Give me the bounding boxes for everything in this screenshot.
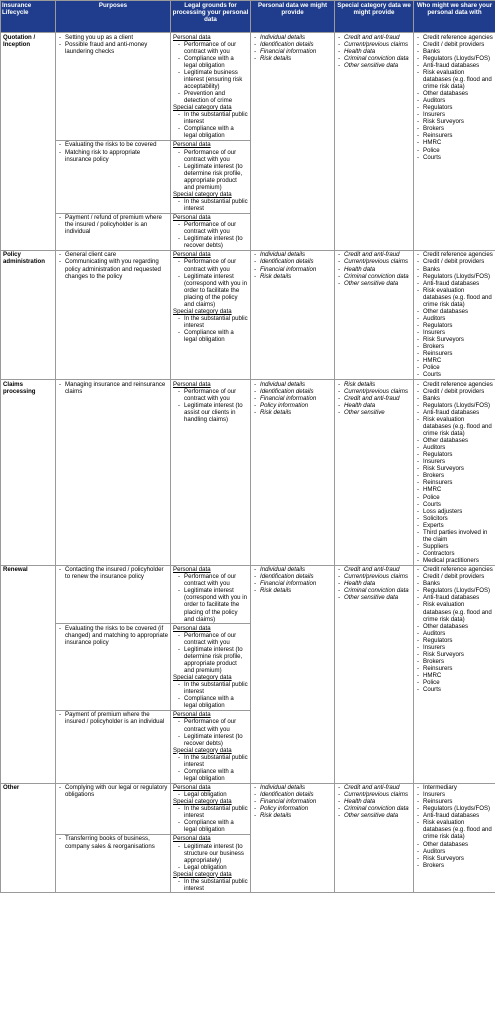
special-data-item-list bbox=[337, 251, 411, 286]
legal-ground-item: - In the substantial public interest bbox=[173, 754, 248, 768]
special-data-cell bbox=[335, 33, 414, 251]
legal-ground-item: - In the substantial public interest bbox=[173, 315, 248, 329]
purposes-cell bbox=[56, 250, 171, 379]
share-recipient-item: - Credit reference agencies bbox=[416, 566, 493, 573]
personal-data-item-list bbox=[253, 566, 332, 594]
legal-ground-item: - In the substantial public interest bbox=[173, 198, 248, 212]
legal-ground-item: - Performance of our contract with you bbox=[173, 388, 248, 402]
special-category-label: Special category data bbox=[173, 798, 232, 806]
share-with-cell bbox=[414, 250, 495, 379]
share-recipient-item: - Brokers bbox=[416, 658, 493, 665]
share-recipient-item: - Contractors bbox=[416, 550, 493, 557]
legal-grounds-cell bbox=[171, 140, 251, 213]
share-recipient-item: - Solicitors bbox=[416, 515, 493, 522]
share-recipient-item: - Police bbox=[416, 679, 493, 686]
share-recipient-item: - Brokers bbox=[416, 343, 493, 350]
legal-ground-item: - Compliance with a legal obligation bbox=[173, 695, 248, 709]
special-data-item: - Health data bbox=[337, 48, 411, 55]
special-data-item: - Current/previous claims bbox=[337, 388, 411, 395]
purpose-item: - Complying with our legal or regulatory obligations bbox=[58, 784, 168, 798]
purpose-item: - Possible fraud and anti-money laundering checks bbox=[58, 41, 168, 55]
share-recipient-item: - Other databases bbox=[416, 437, 493, 444]
share-recipient-item: - Reinsurers bbox=[416, 798, 493, 805]
share-recipient-item: - Other databases bbox=[416, 90, 493, 97]
legal-ground-item-list bbox=[173, 388, 248, 423]
personal-data-label: Personal data bbox=[173, 251, 211, 259]
legal-ground-item: - Legitimate interest (correspond with you in order to facilitate the placing of the policy and claims) bbox=[173, 273, 248, 308]
share-recipient-item: - Suppliers bbox=[416, 543, 493, 550]
purpose-item: - General client care bbox=[58, 251, 168, 258]
legal-grounds-cell bbox=[171, 380, 251, 566]
legal-ground-item: - Legitimate interest (to recover debts) bbox=[173, 235, 248, 249]
legal-ground-item-list bbox=[173, 791, 248, 798]
personal-data-label: Personal data bbox=[173, 33, 211, 41]
personal-data-label: Personal data bbox=[173, 566, 211, 574]
share-recipient-item: - HMRC bbox=[416, 357, 493, 364]
share-with-cell bbox=[414, 33, 495, 251]
share-recipient-item: - Risk evaluation databases (e.g. flood and crime risk data) bbox=[416, 69, 493, 90]
special-data-cell bbox=[335, 250, 414, 379]
table-header-row bbox=[1, 1, 495, 33]
legal-ground-item: - Compliance with a legal obligation bbox=[173, 819, 248, 833]
share-with-cell bbox=[414, 380, 495, 566]
purposes-cell bbox=[56, 33, 171, 141]
personal-data-item: - Individual details bbox=[253, 251, 332, 258]
special-data-cell bbox=[335, 380, 414, 566]
legal-ground-item: - Legitimate interest (to assist our clients in handling claims) bbox=[173, 402, 248, 423]
personal-data-item: - Policy information bbox=[253, 805, 332, 812]
legal-ground-item: - Compliance with a legal obligation bbox=[173, 768, 248, 782]
share-recipient-item: - Courts bbox=[416, 154, 493, 161]
share-recipient-item: - Police bbox=[416, 494, 493, 501]
share-recipient-item: - Courts bbox=[416, 501, 493, 508]
purposes-cell bbox=[56, 140, 171, 213]
share-recipient-item: - Insurers bbox=[416, 458, 493, 465]
header-legal-grounds: Legal grounds for processing your personal data bbox=[171, 1, 251, 33]
personal-data-cell bbox=[251, 380, 335, 566]
lifecycle-stage: Policy administration bbox=[1, 250, 56, 379]
purpose-item: - Evaluating the risks to be covered (if changed) and matching to appropriate insurance policy bbox=[58, 625, 168, 646]
share-recipient-item: - Banks bbox=[416, 266, 493, 273]
legal-ground-item-list bbox=[173, 805, 248, 833]
personal-data-label: Personal data bbox=[173, 380, 211, 388]
personal-data-item: - Policy information bbox=[253, 402, 332, 409]
special-data-item: - Criminal conviction data bbox=[337, 273, 411, 280]
legal-ground-item-list bbox=[173, 149, 248, 191]
legal-ground-item-list bbox=[173, 754, 248, 782]
legal-ground-item-list bbox=[173, 111, 248, 139]
special-category-label: Special category data bbox=[173, 307, 232, 315]
share-recipient-item-list bbox=[416, 566, 493, 693]
share-recipient-item: - Brokers bbox=[416, 472, 493, 479]
special-data-item: - Current/previous claims bbox=[337, 41, 411, 48]
legal-grounds-cell bbox=[171, 834, 251, 893]
legal-ground-item-list bbox=[173, 718, 248, 746]
personal-data-item: - Individual details bbox=[253, 381, 332, 388]
lifecycle-stage: Quotation / Inception bbox=[1, 33, 56, 251]
legal-ground-item: - Legal obligation bbox=[173, 791, 248, 798]
share-recipient-item: - Other databases bbox=[416, 623, 493, 630]
personal-data-item: - Identification details bbox=[253, 388, 332, 395]
legal-grounds-cell bbox=[171, 33, 251, 141]
legal-ground-item: - Performance of our contract with you bbox=[173, 632, 248, 646]
personal-data-item: - Identification details bbox=[253, 258, 332, 265]
special-data-cell bbox=[335, 565, 414, 783]
share-recipient-item: - Insurers bbox=[416, 111, 493, 118]
share-recipient-item: - Regulators bbox=[416, 104, 493, 111]
special-data-item: - Criminal conviction data bbox=[337, 805, 411, 812]
share-recipient-item-list bbox=[416, 34, 493, 161]
special-data-item: - Credit and anti-fraud bbox=[337, 395, 411, 402]
special-data-item: - Criminal conviction data bbox=[337, 55, 411, 62]
share-recipient-item: - Risk Surveyors bbox=[416, 465, 493, 472]
personal-data-item: - Individual details bbox=[253, 34, 332, 41]
purpose-item: - Transferring books of business, company sales & reorganisations bbox=[58, 835, 168, 849]
legal-ground-item: - Legitimate interest (correspond with you in order to facilitate the placing of the policy and claims) bbox=[173, 587, 248, 622]
legal-grounds-cell bbox=[171, 624, 251, 711]
personal-data-cell bbox=[251, 250, 335, 379]
personal-data-item: - Financial information bbox=[253, 798, 332, 805]
share-recipient-item: - Risk Surveyors bbox=[416, 651, 493, 658]
purpose-item-list bbox=[58, 835, 168, 849]
share-recipient-item: - Auditors bbox=[416, 848, 493, 855]
personal-data-item: - Risk details bbox=[253, 812, 332, 819]
share-recipient-item: - Insurers bbox=[416, 791, 493, 798]
purpose-item: - Communicating with you regarding policy administration and requested changes to the policy bbox=[58, 258, 168, 279]
purpose-item-list bbox=[58, 566, 168, 580]
legal-ground-item-list bbox=[173, 41, 248, 105]
special-data-item: - Other sensitive bbox=[337, 409, 411, 416]
special-data-item: - Current/previous claims bbox=[337, 573, 411, 580]
legal-grounds-cell bbox=[171, 213, 251, 250]
special-data-item: - Other sensitive data bbox=[337, 594, 411, 601]
share-recipient-item: - Regulators (Lloyds/FOS) bbox=[416, 273, 493, 280]
purposes-cell bbox=[56, 624, 171, 711]
purposes-cell bbox=[56, 565, 171, 624]
share-recipient-item: - Credit / debit providers bbox=[416, 573, 493, 580]
share-recipient-item-list bbox=[416, 251, 493, 378]
purpose-item: - Setting you up as a client bbox=[58, 34, 168, 41]
share-recipient-item: - Risk Surveyors bbox=[416, 118, 493, 125]
special-data-cell bbox=[335, 783, 414, 893]
personal-data-label: Personal data bbox=[173, 784, 211, 791]
personal-data-cell bbox=[251, 33, 335, 251]
lifecycle-stage: Other bbox=[1, 783, 56, 893]
share-recipient-item: - Brokers bbox=[416, 125, 493, 132]
share-recipient-item: - Risk Surveyors bbox=[416, 336, 493, 343]
personal-data-item: - Financial information bbox=[253, 266, 332, 273]
share-recipient-item: - Risk evaluation databases (e.g. flood and crime risk data) bbox=[416, 416, 493, 437]
purpose-item: - Payment / refund of premium where the insured / policyholder is an individual bbox=[58, 214, 168, 235]
legal-ground-item: - In the substantial public interest bbox=[173, 681, 248, 695]
purpose-item: - Matching risk to appropriate insurance policy bbox=[58, 149, 168, 163]
share-recipient-item: - Regulators bbox=[416, 637, 493, 644]
share-recipient-item-list bbox=[416, 381, 493, 565]
personal-data-item: - Risk details bbox=[253, 409, 332, 416]
legal-ground-item: - Compliance with a legal obligation bbox=[173, 55, 248, 69]
legal-ground-item: - Performance of our contract with you bbox=[173, 573, 248, 587]
legal-ground-item: - Compliance with a legal obligation bbox=[173, 329, 248, 343]
share-recipient-item: - Risk evaluation databases (e.g. flood and crime risk data) bbox=[416, 287, 493, 308]
purpose-item-list bbox=[58, 34, 168, 55]
share-recipient-item: - Experts bbox=[416, 522, 493, 529]
special-data-item: - Credit and anti-fraud bbox=[337, 784, 411, 791]
special-data-item-list bbox=[337, 381, 411, 416]
share-recipient-item: - Auditors bbox=[416, 444, 493, 451]
table-row bbox=[1, 250, 495, 379]
share-recipient-item: - Medical practitioners bbox=[416, 557, 493, 564]
special-data-item: - Other sensitive data bbox=[337, 62, 411, 69]
share-recipient-item: - Credit reference agencies bbox=[416, 34, 493, 41]
table-row bbox=[1, 33, 495, 141]
purpose-item-list bbox=[58, 711, 168, 725]
legal-ground-item: - Legal obligation bbox=[173, 864, 248, 871]
purpose-item-list bbox=[58, 625, 168, 646]
special-data-item: - Other sensitive data bbox=[337, 812, 411, 819]
share-recipient-item: - Credit reference agencies bbox=[416, 251, 493, 258]
share-recipient-item: - Loss adjusters bbox=[416, 508, 493, 515]
special-data-item: - Health data bbox=[337, 580, 411, 587]
share-recipient-item: - Credit / debit providers bbox=[416, 258, 493, 265]
share-recipient-item: - Reinsurers bbox=[416, 132, 493, 139]
header-share-with: Who might we share your personal data with bbox=[414, 1, 495, 33]
personal-data-label: Personal data bbox=[173, 624, 211, 632]
special-category-label: Special category data bbox=[173, 746, 232, 754]
legal-grounds-cell bbox=[171, 565, 251, 624]
purpose-item-list bbox=[58, 381, 168, 395]
share-with-cell bbox=[414, 565, 495, 783]
share-recipient-item: - Reinsurers bbox=[416, 479, 493, 486]
share-recipient-item: - Anti-fraud databases bbox=[416, 280, 493, 287]
legal-grounds-cell bbox=[171, 250, 251, 379]
legal-ground-item-list bbox=[173, 632, 248, 674]
purpose-item-list bbox=[58, 141, 168, 162]
share-recipient-item: - Courts bbox=[416, 686, 493, 693]
share-recipient-item: - Risk Surveyors bbox=[416, 855, 493, 862]
special-category-label: Special category data bbox=[173, 190, 232, 198]
special-category-label: Special category data bbox=[173, 104, 232, 112]
legal-ground-item-list bbox=[173, 681, 248, 709]
personal-data-item: - Financial information bbox=[253, 48, 332, 55]
share-recipient-item: - Other databases bbox=[416, 841, 493, 848]
legal-grounds-cell bbox=[171, 710, 251, 783]
share-recipient-item: - Auditors bbox=[416, 630, 493, 637]
legal-ground-item: - Compliance with a legal obligation bbox=[173, 125, 248, 139]
legal-ground-item-list bbox=[173, 198, 248, 212]
personal-data-cell bbox=[251, 783, 335, 893]
personal-data-item: - Identification details bbox=[253, 791, 332, 798]
purposes-cell bbox=[56, 783, 171, 834]
purpose-item-list bbox=[58, 784, 168, 798]
header-purposes: Purposes bbox=[56, 1, 171, 33]
special-data-item-list bbox=[337, 34, 411, 69]
purpose-item: - Evaluating the risks to be covered bbox=[58, 141, 168, 148]
personal-data-item-list bbox=[253, 251, 332, 279]
purpose-item-list bbox=[58, 214, 168, 235]
share-recipient-item: - Police bbox=[416, 147, 493, 154]
share-recipient-item: - HMRC bbox=[416, 486, 493, 493]
special-data-item: - Current/previous claims bbox=[337, 258, 411, 265]
special-data-item: - Health data bbox=[337, 798, 411, 805]
share-recipient-item: - Risk evaluation databases (e.g. flood and crime risk data) bbox=[416, 819, 493, 840]
share-recipient-item: - Banks bbox=[416, 395, 493, 402]
legal-ground-item: - Legitimate interest (to structure our business appropriately) bbox=[173, 843, 248, 864]
share-recipient-item: - Brokers bbox=[416, 862, 493, 869]
legal-ground-item: - Performance of our contract with you bbox=[173, 718, 248, 732]
share-recipient-item: - Anti-fraud databases bbox=[416, 594, 493, 601]
special-data-item-list bbox=[337, 784, 411, 819]
personal-data-item-list bbox=[253, 784, 332, 819]
special-category-label: Special category data bbox=[173, 674, 232, 682]
personal-data-item: - Individual details bbox=[253, 566, 332, 573]
purpose-item: - Managing insurance and reinsurance claims bbox=[58, 381, 168, 395]
purposes-cell bbox=[56, 710, 171, 783]
legal-ground-item: - In the substantial public interest bbox=[173, 805, 248, 819]
share-recipient-item: - Other databases bbox=[416, 308, 493, 315]
personal-data-item: - Risk details bbox=[253, 587, 332, 594]
share-recipient-item: - Courts bbox=[416, 371, 493, 378]
legal-ground-item: - Legitimate interest (to determine risk profile, appropriate product and premium) bbox=[173, 646, 248, 674]
special-category-label: Special category data bbox=[173, 870, 232, 878]
share-recipient-item: - Risk evaluation databases (e.g. flood and crime risk data) bbox=[416, 601, 493, 622]
share-recipient-item: - Regulators bbox=[416, 451, 493, 458]
share-recipient-item: - Police bbox=[416, 364, 493, 371]
share-recipient-item: - Banks bbox=[416, 48, 493, 55]
legal-ground-item-list bbox=[173, 878, 248, 892]
share-recipient-item: - Reinsurers bbox=[416, 350, 493, 357]
share-recipient-item: - Anti-fraud databases bbox=[416, 62, 493, 69]
personal-data-item: - Financial information bbox=[253, 395, 332, 402]
special-data-item: - Health data bbox=[337, 402, 411, 409]
legal-ground-item: - Legitimate interest (to determine risk profile, appropriate product and premium) bbox=[173, 163, 248, 191]
share-recipient-item: - Regulators (Lloyds/FOS) bbox=[416, 587, 493, 594]
share-recipient-item: - Insurers bbox=[416, 644, 493, 651]
table-row bbox=[1, 783, 495, 834]
share-recipient-item: - HMRC bbox=[416, 672, 493, 679]
special-data-item: - Credit and anti-fraud bbox=[337, 34, 411, 41]
personal-data-item: - Individual details bbox=[253, 784, 332, 791]
purpose-item-list bbox=[58, 251, 168, 279]
share-recipient-item: - Auditors bbox=[416, 315, 493, 322]
legal-grounds-cell bbox=[171, 783, 251, 834]
purpose-item: - Payment of premium where the insured / policyholder is an individual bbox=[58, 711, 168, 725]
share-recipient-item: - HMRC bbox=[416, 139, 493, 146]
personal-data-item: - Risk details bbox=[253, 55, 332, 62]
share-recipient-item: - Insurers bbox=[416, 329, 493, 336]
share-recipient-item: - Credit reference agencies bbox=[416, 381, 493, 388]
share-with-cell bbox=[414, 783, 495, 893]
personal-data-item-list bbox=[253, 34, 332, 62]
header-personal-data: Personal data we might provide bbox=[251, 1, 335, 33]
share-recipient-item: - Third parties involved in the claim bbox=[416, 529, 493, 543]
share-recipient-item: - Regulators bbox=[416, 322, 493, 329]
table-body bbox=[1, 33, 495, 893]
purposes-cell bbox=[56, 213, 171, 250]
share-recipient-item: - Anti-fraud databases bbox=[416, 409, 493, 416]
lifecycle-stage: Claims processing bbox=[1, 380, 56, 566]
special-data-item: - Credit and anti-fraud bbox=[337, 251, 411, 258]
legal-ground-item: - In the substantial public interest bbox=[173, 111, 248, 125]
legal-ground-item: - Performance of our contract with you bbox=[173, 258, 248, 272]
share-recipient-item: - Intermediary bbox=[416, 784, 493, 791]
personal-data-item: - Risk details bbox=[253, 273, 332, 280]
legal-ground-item: - Performance of our contract with you bbox=[173, 41, 248, 55]
legal-ground-item-list bbox=[173, 258, 248, 307]
share-recipient-item: - Regulators (Lloyds/FOS) bbox=[416, 402, 493, 409]
personal-data-label: Personal data bbox=[173, 141, 211, 149]
special-data-item: - Health data bbox=[337, 266, 411, 273]
legal-ground-item: - Prevention and detection of crime bbox=[173, 90, 248, 104]
share-recipient-item: - Credit / debit providers bbox=[416, 388, 493, 395]
share-recipient-item: - Regulators (Lloyds/FOS) bbox=[416, 805, 493, 812]
personal-data-label: Personal data bbox=[173, 711, 211, 719]
table-row bbox=[1, 380, 495, 566]
share-recipient-item: - Credit / debit providers bbox=[416, 41, 493, 48]
header-lifecycle: Insurance Lifecycle bbox=[1, 1, 56, 33]
special-data-item: - Credit and anti-fraud bbox=[337, 566, 411, 573]
personal-data-label: Personal data bbox=[173, 835, 211, 843]
legal-ground-item: - In the substantial public interest bbox=[173, 878, 248, 892]
share-recipient-item: - Banks bbox=[416, 580, 493, 587]
legal-ground-item: - Performance of our contract with you bbox=[173, 149, 248, 163]
special-data-item: - Current/previous claims bbox=[337, 791, 411, 798]
special-data-item: - Other sensitive data bbox=[337, 280, 411, 287]
share-recipient-item: - Anti-fraud databases bbox=[416, 812, 493, 819]
purpose-item: - Contacting the insured / policyholder to renew the insurance policy bbox=[58, 566, 168, 580]
share-recipient-item-list bbox=[416, 784, 493, 869]
share-recipient-item: - Reinsurers bbox=[416, 665, 493, 672]
purposes-cell bbox=[56, 380, 171, 566]
special-data-item: - Risk details bbox=[337, 381, 411, 388]
special-data-item-list bbox=[337, 566, 411, 601]
share-recipient-item: - Auditors bbox=[416, 97, 493, 104]
personal-data-cell bbox=[251, 565, 335, 783]
personal-data-item: - Identification details bbox=[253, 573, 332, 580]
purposes-cell bbox=[56, 834, 171, 893]
table-row bbox=[1, 565, 495, 624]
legal-ground-item: - Legitimate interest (to recover debts) bbox=[173, 733, 248, 747]
personal-data-item: - Financial information bbox=[253, 580, 332, 587]
header-special-data: Special category data we might provide bbox=[335, 1, 414, 33]
legal-ground-item-list bbox=[173, 315, 248, 343]
legal-ground-item-list bbox=[173, 573, 248, 622]
personal-data-item-list bbox=[253, 381, 332, 416]
personal-data-label: Personal data bbox=[173, 214, 211, 222]
special-data-item: - Criminal conviction data bbox=[337, 587, 411, 594]
legal-ground-item: - Performance of our contract with you bbox=[173, 221, 248, 235]
share-recipient-item: - Regulators (Lloyds/FOS) bbox=[416, 55, 493, 62]
legal-ground-item-list bbox=[173, 221, 248, 249]
lifecycle-stage: Renewal bbox=[1, 565, 56, 783]
legal-ground-item: - Legitimate business interest (ensuring risk acceptability) bbox=[173, 69, 248, 90]
legal-ground-item-list bbox=[173, 843, 248, 871]
personal-data-item: - Identification details bbox=[253, 41, 332, 48]
